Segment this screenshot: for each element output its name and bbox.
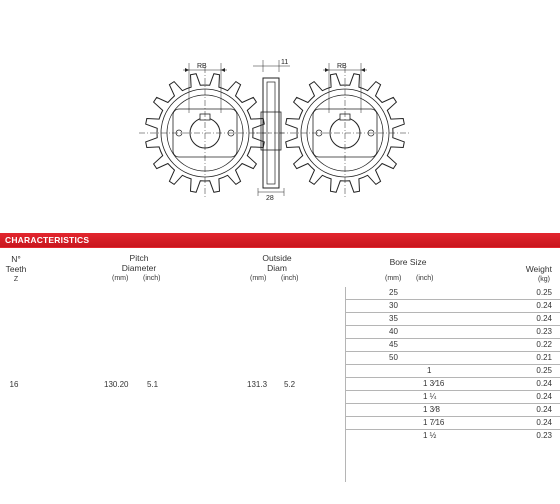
bore-row-inch [345,404,560,417]
pitch-header-line2: Diameter [121,263,157,273]
weight-header-title: Weight [525,264,552,274]
dim-width-bottom: 28 [266,195,274,202]
bore-unit-inch: (inch) [416,275,434,282]
bore-mm-value: 35 [389,314,398,323]
banner-underline [0,247,560,248]
product-outside-inch: 5.2 [284,380,296,389]
bore-weight-value: 0.22 [536,340,552,349]
sprocket-technical-drawing [0,0,560,225]
dim-width-top: 11 [281,59,289,66]
bore-row-mm [345,287,560,300]
bore-row-mm [345,300,560,313]
teeth-header-line1: N° [11,254,21,264]
characteristics-banner [0,233,560,247]
bore-weight-value: 0.24 [536,314,552,323]
bore-inch-value: 1 [427,366,432,375]
bore-row-mm [345,326,560,339]
weight-header-unit: (kg) [537,276,550,283]
bore-weight-table [345,287,560,442]
bore-mm-value: 50 [389,353,398,362]
sprocket-front-view-left [139,63,271,199]
bore-row-inch [345,417,560,430]
bore-row-mm [345,313,560,326]
product-pitch-inch: 5.1 [147,380,159,389]
sprocket-front-view-right [279,63,411,199]
bore-weight-value: 0.21 [536,353,552,362]
bore-weight-value: 0.24 [536,405,552,414]
bore-weight-value: 0.25 [536,288,552,297]
outside-header-line1: Outside [262,253,292,263]
bore-inch-value: 1 7⁄16 [423,418,445,427]
product-outside-mm: 131.3 [247,380,268,389]
bore-weight-value: 0.24 [536,379,552,388]
pitch-header-line1: Pitch [129,253,149,263]
outside-unit-inch: (inch) [281,275,299,282]
pitch-unit-mm: (mm) [112,275,129,282]
bore-weight-value: 0.24 [536,392,552,401]
bore-weight-value: 0.24 [536,301,552,310]
bore-mm-value: 30 [389,301,398,310]
teeth-header-line2: Teeth [5,264,27,274]
bore-weight-value: 0.25 [536,366,552,375]
product-pitch-mm: 130.20 [104,380,129,389]
bore-mm-value: 25 [389,288,398,297]
bore-unit-mm: (mm) [385,275,402,282]
bore-row-inch [345,378,560,391]
bore-row-mm [345,339,560,352]
bore-weight-value: 0.23 [536,431,552,440]
sprocket-side-view [253,59,290,202]
pitch-unit-inch: (inch) [143,275,161,282]
bore-inch-value: 1 3⁄16 [423,379,445,388]
outside-unit-mm: (mm) [250,275,267,282]
banner-title: CHARACTERISTICS [5,235,90,245]
bore-row-inch [345,430,560,442]
product-teeth: 16 [9,380,19,389]
bore-row-mm [345,352,560,365]
bore-mm-value: 45 [389,340,398,349]
table-divider [345,287,346,482]
teeth-header-unit: Z [13,276,19,283]
bore-row-inch [345,365,560,378]
bore-inch-value: 1 3⁄8 [423,405,440,414]
bore-inch-value: 1 ½ [423,431,437,440]
bore-header-title: Bore Size [389,257,427,267]
dim-rb-left: RB [197,63,207,70]
outside-header-line2: Diam [267,263,287,273]
bore-inch-value: 1 ¼ [423,392,437,401]
dim-rb-right: RB [337,63,347,70]
bore-weight-value: 0.23 [536,327,552,336]
bore-mm-value: 40 [389,327,398,336]
bore-weight-value: 0.24 [536,418,552,427]
bore-row-inch [345,391,560,404]
